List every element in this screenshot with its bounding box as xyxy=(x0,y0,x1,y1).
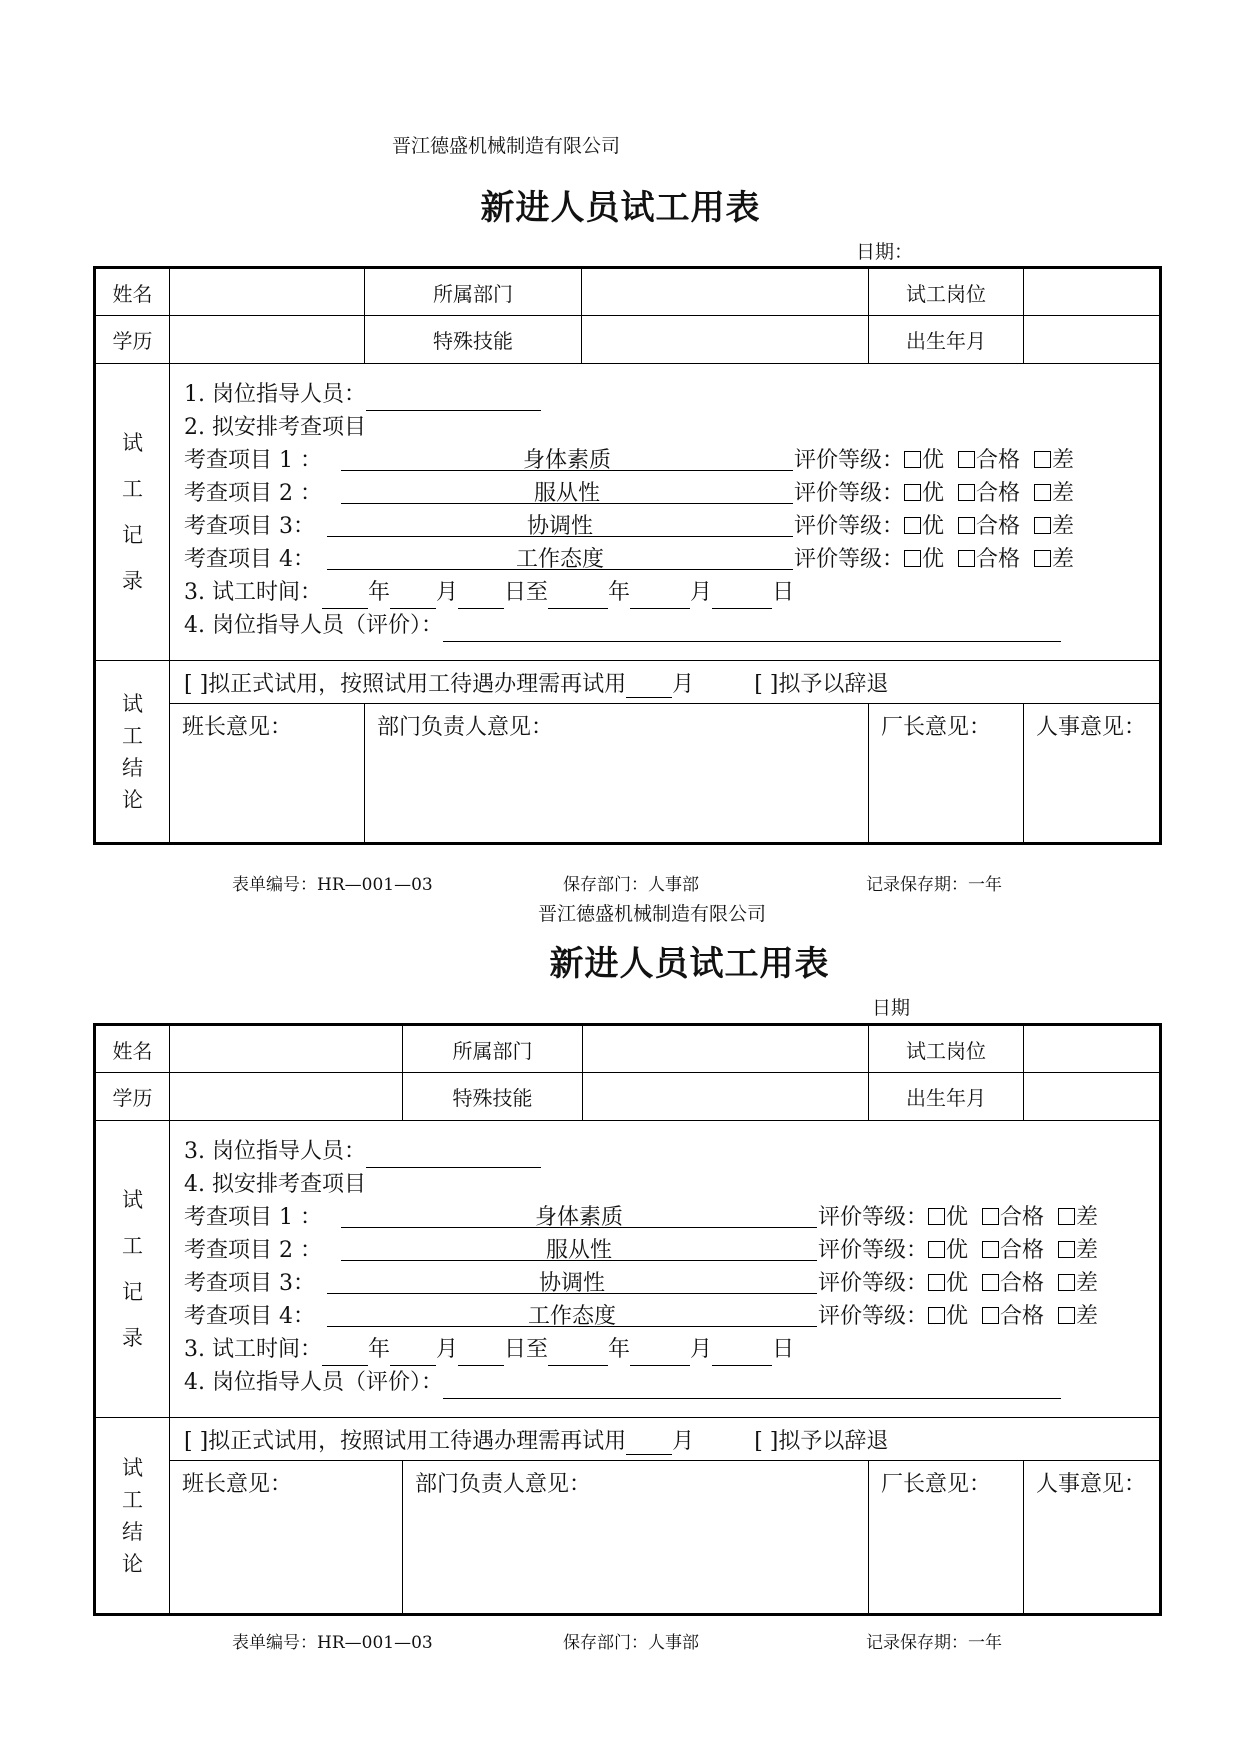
company-name: 晋江德盛机械制造有限公司 xyxy=(538,903,767,925)
hr-opinion[interactable]: 人事意见： xyxy=(1024,704,1161,844)
post-field[interactable] xyxy=(1024,268,1161,316)
guide-eval-label: 4. 岗位指导人员（评价）： xyxy=(184,1370,443,1395)
plan-label: 2. 拟安排考查项目 xyxy=(184,415,366,440)
team-leader-opinion[interactable]: 班长意见： xyxy=(170,704,365,844)
checkbox-excellent[interactable] xyxy=(928,1208,945,1225)
storage-dept: 保存部门：人事部 xyxy=(563,1633,699,1653)
checkbox-excellent[interactable] xyxy=(928,1241,945,1258)
guide-eval-field[interactable] xyxy=(443,1372,1061,1399)
name-field[interactable] xyxy=(170,1025,403,1073)
checkbox-pass[interactable] xyxy=(958,451,975,468)
checkbox-excellent[interactable] xyxy=(928,1307,945,1324)
education-label: 学历 xyxy=(95,316,170,364)
checkbox-poor[interactable] xyxy=(1034,451,1051,468)
dept-label: 所属部门 xyxy=(403,1025,583,1073)
checkbox-poor[interactable] xyxy=(1058,1241,1075,1258)
education-field[interactable] xyxy=(170,1073,403,1121)
checkbox-excellent[interactable] xyxy=(904,517,921,534)
dept-field[interactable] xyxy=(583,1025,869,1073)
retention-period: 记录保存期：一年 xyxy=(866,1633,1002,1653)
checkbox-poor[interactable] xyxy=(1034,517,1051,534)
retention-period: 记录保存期：一年 xyxy=(866,875,1002,895)
check-item: 考查项目 3： 协调性 评价等级： 优 合格 差 xyxy=(184,510,1160,543)
conclusion-side-label: 试 工 结 论 xyxy=(95,661,170,844)
checkbox-pass[interactable] xyxy=(982,1274,999,1291)
checkbox-pass[interactable] xyxy=(958,484,975,501)
post-label: 试工岗位 xyxy=(869,1025,1024,1073)
check-item: 考查项目 3： 协调性 评价等级： 优 合格 差 xyxy=(184,1267,1160,1300)
plan-label: 4. 拟安排考查项目 xyxy=(184,1172,366,1197)
name-field[interactable] xyxy=(170,268,365,316)
check-item: 考查项目 4： 工作态度 评价等级： 优 合格 差 xyxy=(184,1300,1160,1333)
dept-head-opinion[interactable]: 部门负责人意见： xyxy=(403,1461,869,1615)
name-label: 姓名 xyxy=(95,1025,170,1073)
trial-table xyxy=(93,266,1162,845)
checkbox-poor[interactable] xyxy=(1034,550,1051,567)
checkbox-poor[interactable] xyxy=(1034,484,1051,501)
guide-eval-label: 4. 岗位指导人员（评价）： xyxy=(184,613,443,638)
check-item: 考查项目 2 ： 服从性 评价等级： 优 合格 差 xyxy=(184,477,1160,510)
conclusion-options: [ ]拟正式试用，按照试用工待遇办理需再试用 月 [ ]拟予以辞退 xyxy=(170,1418,1161,1461)
birth-field[interactable] xyxy=(1024,316,1161,364)
checkbox-excellent[interactable] xyxy=(928,1274,945,1291)
birth-label: 出生年月 xyxy=(869,1073,1024,1121)
guide-label: 3. 岗位指导人员： xyxy=(184,1139,366,1164)
form-title: 新进人员试工用表 xyxy=(480,188,761,228)
option-formal-hire[interactable]: [ ]拟正式试用，按照试用工待遇办理需再试用 xyxy=(184,1428,627,1454)
checkbox-pass[interactable] xyxy=(958,517,975,534)
checkbox-pass[interactable] xyxy=(958,550,975,567)
check-item: 考查项目 1 ： 身体素质 评价等级： 优 合格 差 xyxy=(184,444,1160,477)
education-label: 学历 xyxy=(95,1073,170,1121)
birth-field[interactable] xyxy=(1024,1073,1161,1121)
guide-field[interactable] xyxy=(366,1141,541,1168)
trial-record-body xyxy=(170,1121,1161,1418)
dept-head-opinion[interactable]: 部门负责人意见： xyxy=(365,704,869,844)
form-code: 表单编号：HR—001—03 xyxy=(232,875,433,895)
conclusion-options: [ ]拟正式试用，按照试用工待遇办理需再试用 月 [ ]拟予以辞退 xyxy=(170,661,1161,704)
record-side-label: 试 工 记 录 xyxy=(95,1121,170,1418)
guide-eval-field[interactable] xyxy=(443,615,1061,642)
form-title: 新进人员试工用表 xyxy=(549,944,830,984)
checkbox-poor[interactable] xyxy=(1058,1307,1075,1324)
factory-director-opinion[interactable]: 厂长意见： xyxy=(869,1461,1024,1615)
education-field[interactable] xyxy=(170,316,365,364)
checkbox-poor[interactable] xyxy=(1058,1208,1075,1225)
option-dismiss[interactable]: [ ]拟予以辞退 xyxy=(754,671,889,697)
checkbox-excellent[interactable] xyxy=(904,550,921,567)
check-item: 考查项目 2 ： 服从性 评价等级： 优 合格 差 xyxy=(184,1234,1160,1267)
birth-label: 出生年月 xyxy=(869,316,1024,364)
guide-label: 1. 岗位指导人员： xyxy=(184,382,366,407)
guide-field[interactable] xyxy=(366,384,541,411)
skill-label: 特殊技能 xyxy=(365,316,582,364)
trial-period: 3. 试工时间： 年 月 日至 年 月 日 xyxy=(184,576,1160,609)
conclusion-side-label: 试 工 结 论 xyxy=(95,1418,170,1615)
skill-label: 特殊技能 xyxy=(403,1073,583,1121)
post-field[interactable] xyxy=(1024,1025,1161,1073)
form-code: 表单编号：HR—001—03 xyxy=(232,1633,433,1653)
team-leader-opinion[interactable]: 班长意见： xyxy=(170,1461,403,1615)
option-formal-hire[interactable]: [ ]拟正式试用，按照试用工待遇办理需再试用 xyxy=(184,671,627,697)
skill-field[interactable] xyxy=(583,1073,869,1121)
check-item: 考查项目 1 ： 身体素质 评价等级： 优 合格 差 xyxy=(184,1201,1160,1234)
date-label: 日期 xyxy=(872,997,911,1019)
company-name: 晋江德盛机械制造有限公司 xyxy=(392,135,621,157)
checkbox-excellent[interactable] xyxy=(904,451,921,468)
checkbox-pass[interactable] xyxy=(982,1307,999,1324)
name-label: 姓名 xyxy=(95,268,170,316)
checkbox-pass[interactable] xyxy=(982,1241,999,1258)
post-label: 试工岗位 xyxy=(869,268,1024,316)
checkbox-poor[interactable] xyxy=(1058,1274,1075,1291)
date-label: 日期： xyxy=(856,241,914,263)
trial-record-body xyxy=(170,364,1161,661)
dept-label: 所属部门 xyxy=(365,268,582,316)
record-side-label: 试 工 记 录 xyxy=(95,364,170,661)
trial-period: 3. 试工时间： 年 月 日至 年 月 日 xyxy=(184,1333,1160,1366)
checkbox-pass[interactable] xyxy=(982,1208,999,1225)
checkbox-excellent[interactable] xyxy=(904,484,921,501)
trial-table xyxy=(93,1023,1162,1616)
skill-field[interactable] xyxy=(582,316,869,364)
hr-opinion[interactable]: 人事意见： xyxy=(1024,1461,1161,1615)
dept-field[interactable] xyxy=(582,268,869,316)
factory-director-opinion[interactable]: 厂长意见： xyxy=(869,704,1024,844)
check-item: 考查项目 4： 工作态度 评价等级： 优 合格 差 xyxy=(184,543,1160,576)
option-dismiss[interactable]: [ ]拟予以辞退 xyxy=(754,1428,889,1454)
storage-dept: 保存部门：人事部 xyxy=(563,875,699,895)
